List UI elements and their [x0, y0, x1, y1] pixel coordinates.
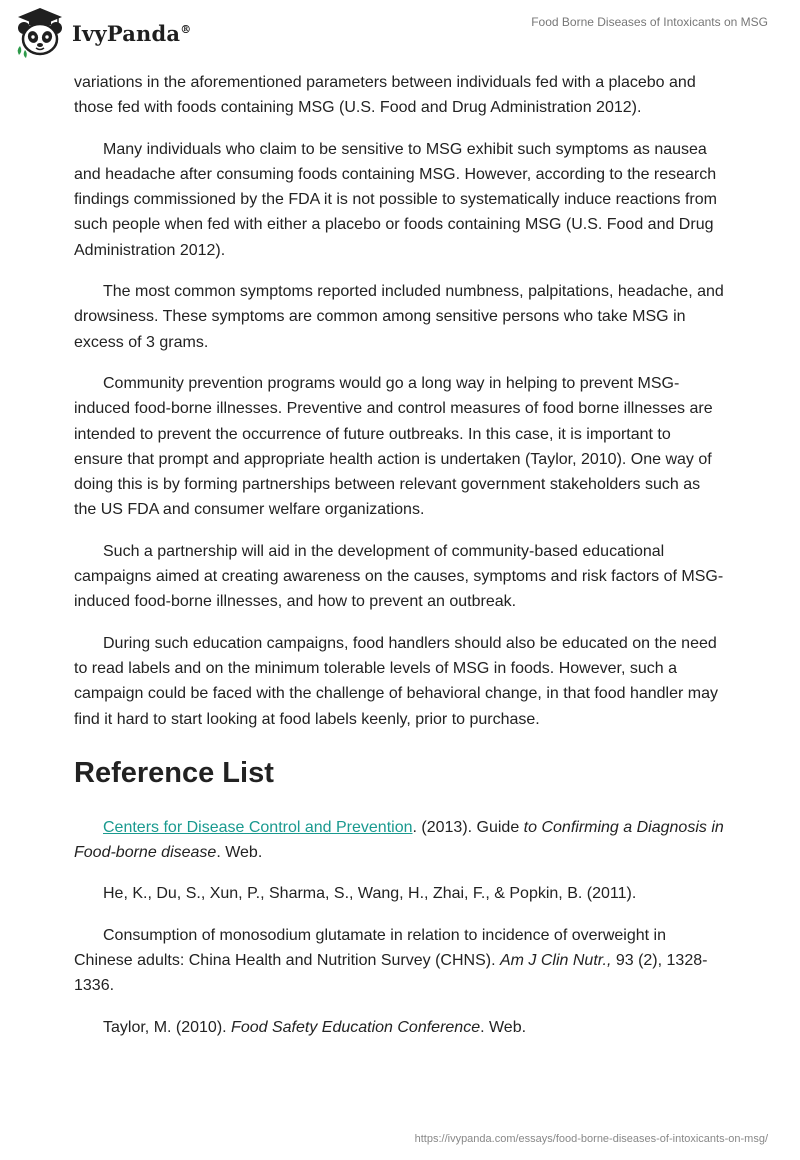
cdc-reference-link[interactable]: Centers for Disease Control and Prevention [103, 818, 413, 836]
body-paragraph: Such a partnership will aid in the development of community-based educational campaigns aimed at creating awareness on the causes, symptoms and risk factors of MSG-induced food-borne illnesses, and how to prevent an outbreak. [74, 542, 724, 611]
essay-content [74, 70, 724, 1056]
body-paragraph: During such education campaigns, food handlers should also be educated on the need to read labels and on the minimum tolerable levels of MSG in foods. However, such a campaign could be faced with the challenge of behavioral change, in that food handler may find it hard to start looking at food labels keenly, prior to purchase. [74, 634, 718, 728]
reference-text: . Web. [480, 1018, 527, 1036]
reference-list-heading: Reference List [74, 756, 274, 789]
body-paragraph: The most common symptoms reported included numbness, palpitations, headache, and drowsiness. These symptoms are common among sensitive persons who take MSG in excess of 3 grams. [74, 283, 724, 351]
reference-entry [74, 1015, 724, 1040]
reference-text: Consumption of monosodium glutamate in relation to incidence of overweight in Chinese adults: China Health and Nutrition Survey (CHNS). [74, 926, 666, 970]
reference-text: . (2013). Guide [412, 818, 524, 836]
reference-title: Am J Clin Nutr., [499, 952, 612, 970]
reference-title: to Confirming a Diagnosis in Food-borne disease [74, 818, 724, 862]
source-url[interactable]: https://ivypanda.com/essays/food-borne-diseases-of-intoxicants-on-msg/ [414, 1133, 768, 1145]
document-title: Food Borne Diseases of Intoxicants on MSG [531, 15, 768, 29]
panda-logo-icon [14, 6, 66, 58]
body-paragraph: Many individuals who claim to be sensitive to MSG exhibit such symptoms as nausea and headache after consuming foods containing MSG. However, according to the research findings commissioned by the FDA it is not possible to systematically induce reactions from such people when fed with either a placebo or foods containing MSG (U.S. Food and Drug Administration 2012). [74, 140, 717, 259]
body-paragraph: variations in the aforementioned parameters between individuals fed with a placebo and those fed with foods containing MSG (U.S. Food and Drug Administration 2012). [74, 74, 696, 117]
logo-text: IvyPanda® [72, 20, 192, 46]
reference-text: 93 (2), 1328-1336. [74, 952, 708, 995]
reference-title: Food Safety Education Conference [231, 1018, 481, 1036]
body-paragraph: Community prevention programs would go a long way in helping to prevent MSG-induced food-borne illnesses. Preventive and control measures of food borne illnesses are intended to prevent the occurrence of future outbreaks. In this case, it is important to ensure that prompt and appropriate health action is undertaken (Taylor, 2010). One way of doing this is by forming partnerships between relevant government stakeholders such as the US FDA and consumer welfare organizations. [74, 374, 713, 519]
reference-text: . Web. [216, 844, 263, 862]
reference-entry [74, 815, 724, 866]
reference-entry [74, 923, 724, 999]
reference-entry [74, 881, 724, 906]
reference-text: He, K., Du, S., Xun, P., Sharma, S., Wang, H., Zhai, F., & Popkin, B. (2011). [103, 885, 637, 903]
reference-text: Taylor, M. (2010). [103, 1018, 232, 1036]
ivypanda-logo[interactable] [14, 6, 191, 58]
page-header [0, 0, 800, 64]
